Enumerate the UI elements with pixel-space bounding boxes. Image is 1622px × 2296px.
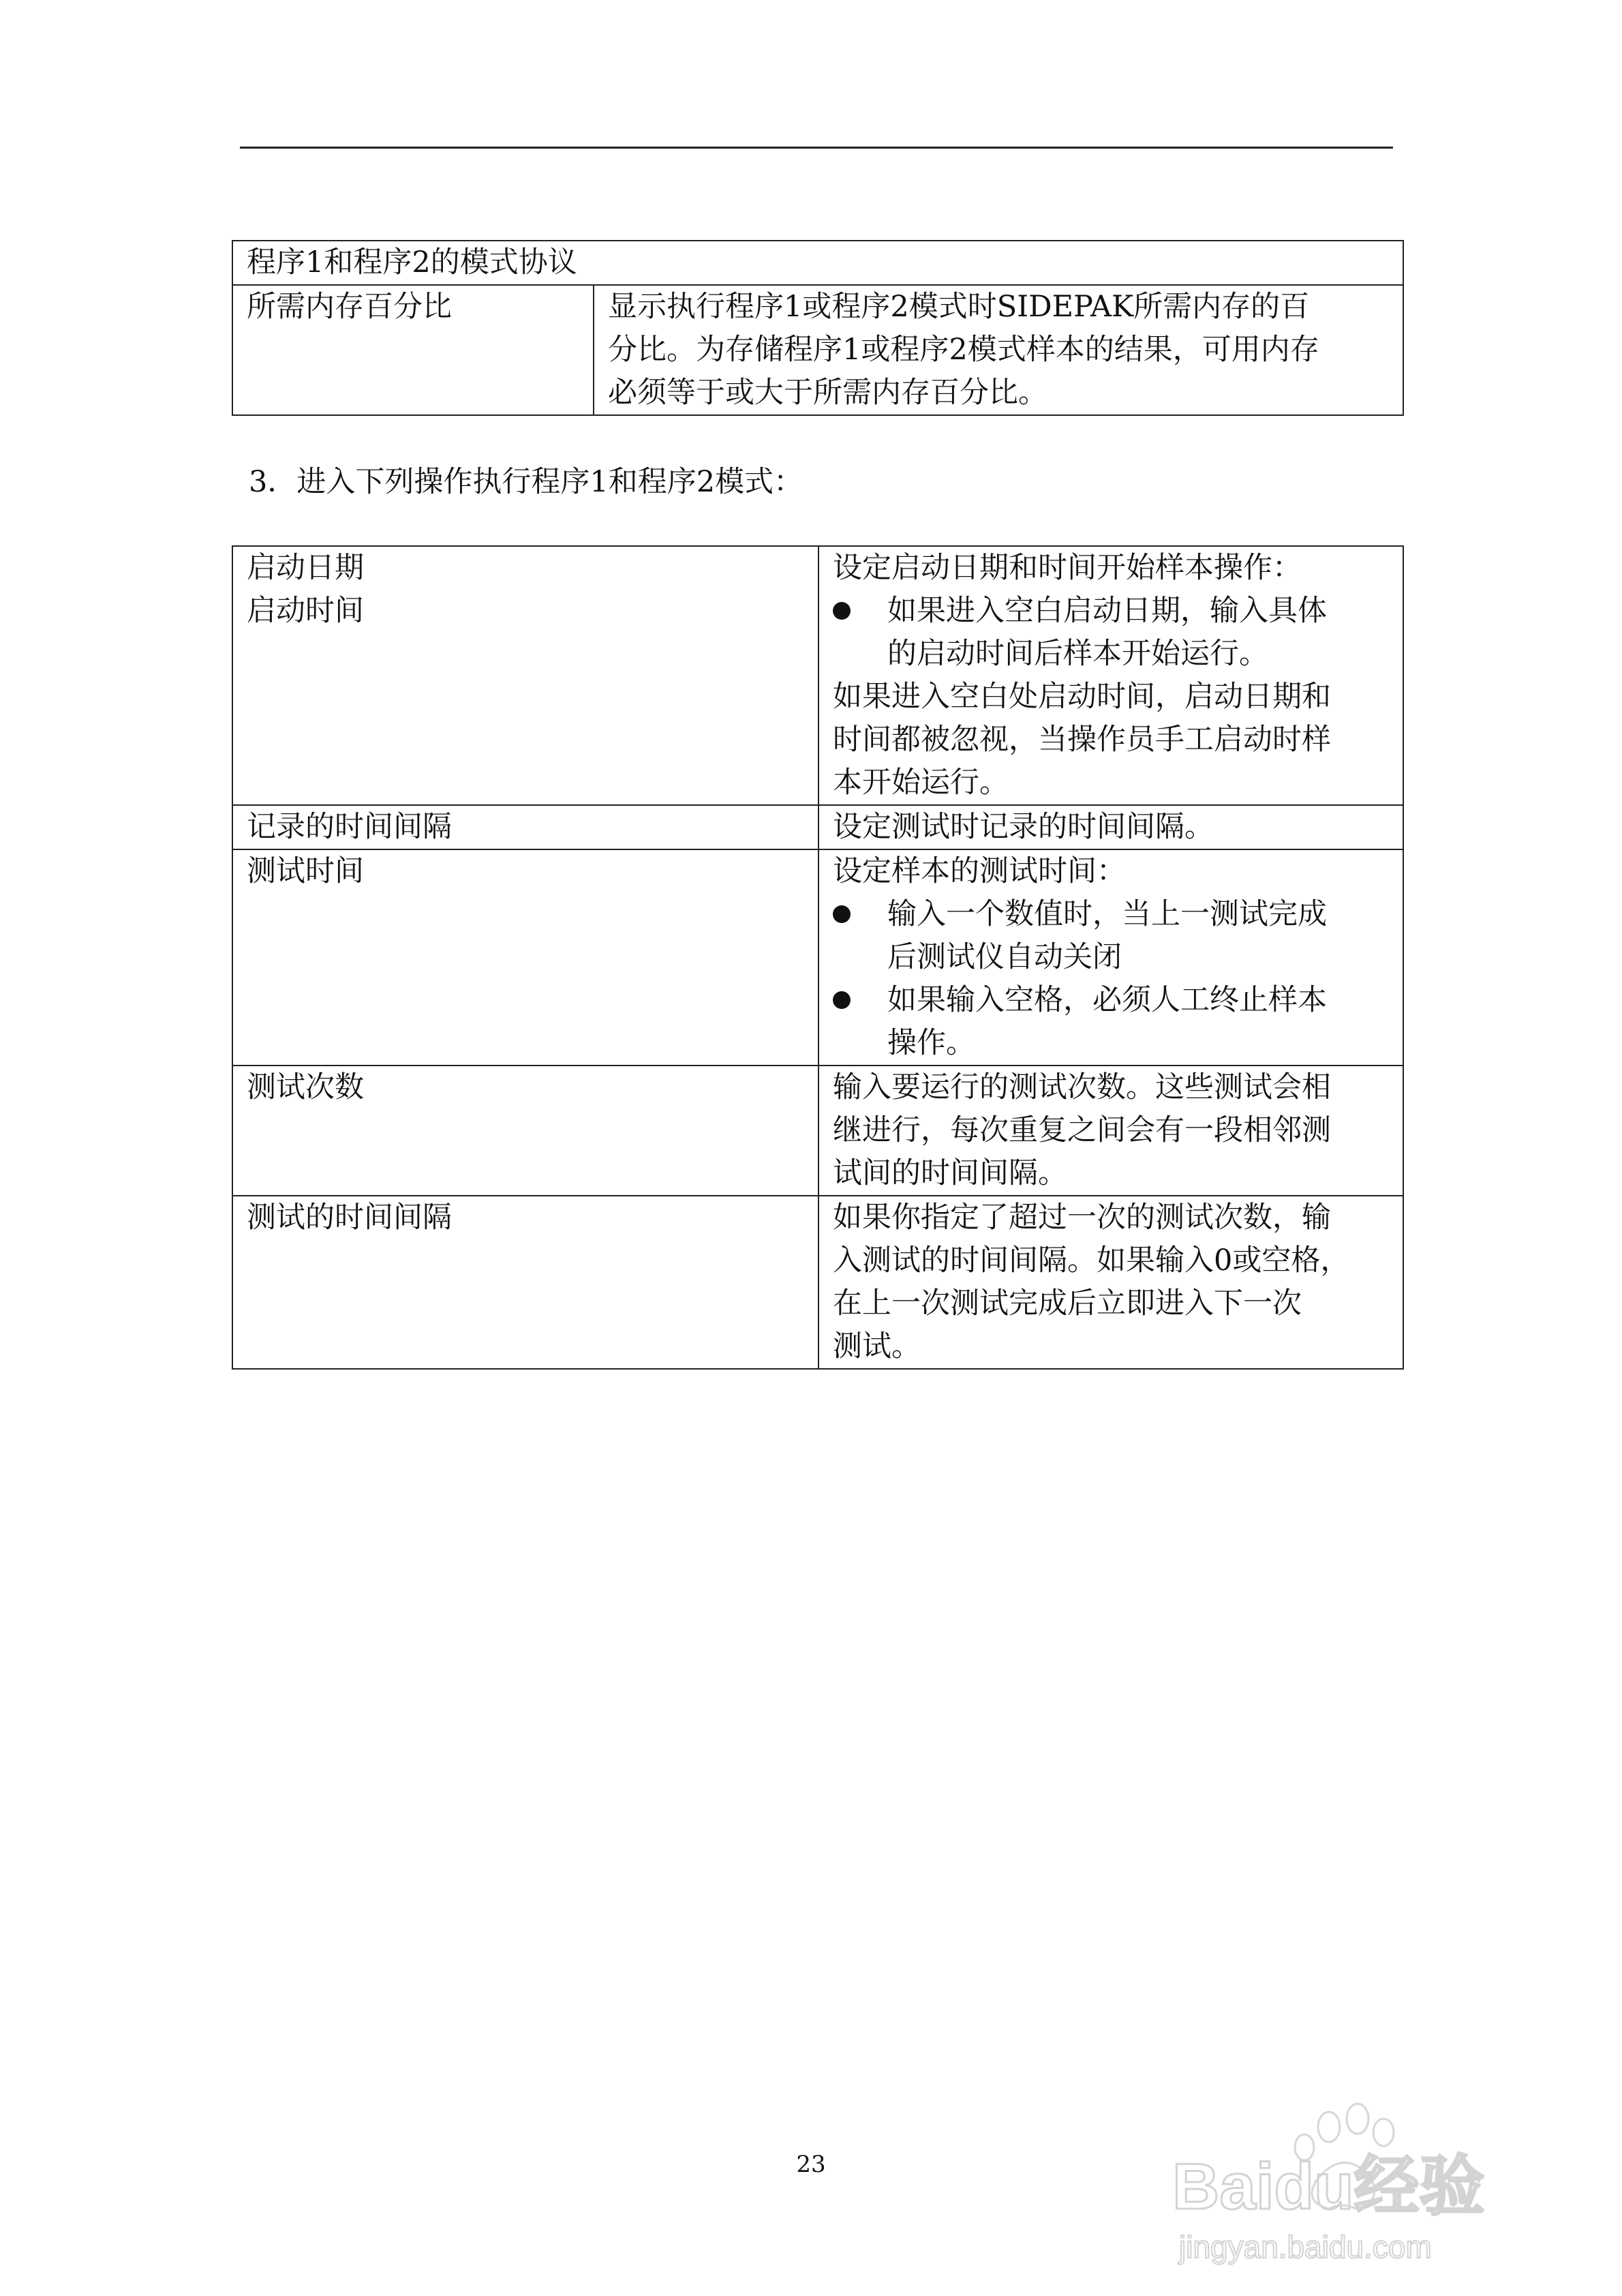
text-line: 的启动时间后样本开始运行。 bbox=[887, 637, 1268, 671]
paw-toe-icon bbox=[1373, 2119, 1394, 2146]
table-row bbox=[232, 849, 1403, 1066]
row-label: 记录的时间间隔 bbox=[232, 805, 818, 849]
text-line: 设定测试时记录的时间间隔。 bbox=[833, 810, 1214, 844]
watermark-url: jingyan.baidu.com bbox=[1179, 2229, 1432, 2265]
text-line: 时间都被忽视，当操作员手工启动时样 bbox=[833, 723, 1331, 757]
text-line: 如果进入空白启动日期，输入具体 bbox=[887, 594, 1327, 628]
page-number: 23 bbox=[796, 2151, 826, 2178]
text-line: 后测试仪自动关闭 bbox=[887, 940, 1122, 974]
text-line: 测试。 bbox=[833, 1329, 921, 1363]
table-row bbox=[232, 546, 1403, 805]
table-title-row bbox=[232, 241, 1403, 285]
table-row bbox=[232, 805, 1403, 849]
text-line: 输入一个数值时，当上一测试完成 bbox=[887, 897, 1327, 931]
paw-toe-icon bbox=[1347, 2104, 1368, 2134]
text-line: 入测试的时间间隔。如果输入0或空格， bbox=[833, 1243, 1350, 1278]
text-line: 启动时间 bbox=[247, 594, 364, 628]
row-description bbox=[818, 546, 1403, 805]
text-line: 启动日期 bbox=[247, 551, 364, 585]
bullet-dot-icon bbox=[833, 602, 851, 620]
row-description bbox=[594, 285, 1403, 415]
text-line: 分比。为存储程序1或程序2模式样本的结果，可用内存 bbox=[608, 333, 1319, 367]
table-row bbox=[232, 1196, 1403, 1369]
baidu-watermark-logo bbox=[1159, 2100, 1527, 2270]
bullet-item bbox=[833, 590, 1389, 676]
text-line: 显示执行程序1或程序2模式时SIDEPAK所需内存的百 bbox=[608, 290, 1310, 324]
row-label: 测试次数 bbox=[232, 1066, 818, 1196]
text-line: 试间的时间间隔。 bbox=[833, 1156, 1067, 1190]
bullet-dot-icon bbox=[833, 905, 851, 923]
table-title: 程序1和程序2的模式协议 bbox=[232, 241, 1403, 285]
protocol-table bbox=[232, 240, 1404, 416]
text-line: 设定样本的测试时间： bbox=[833, 854, 1126, 888]
text-line: 如果你指定了超过一次的测试次数，输 bbox=[833, 1200, 1331, 1235]
header-rule bbox=[240, 147, 1393, 149]
table-row bbox=[232, 285, 1403, 415]
bullet-item bbox=[833, 979, 1389, 1065]
table-row bbox=[232, 1066, 1403, 1196]
row-label bbox=[232, 546, 818, 805]
text-line: 操作。 bbox=[887, 1026, 975, 1060]
text-line: 继进行，每次重复之间会有一段相邻测 bbox=[833, 1113, 1331, 1147]
watermark-brand: Baidu经验 bbox=[1172, 2150, 1485, 2223]
row-description bbox=[818, 1196, 1403, 1369]
text-line: 设定启动日期和时间开始样本操作： bbox=[833, 551, 1302, 585]
row-label: 所需内存百分比 bbox=[232, 285, 594, 415]
text-line: 如果输入空格，必须人工终止样本 bbox=[887, 983, 1327, 1017]
section-heading: 3．进入下列操作执行程序1和程序2模式： bbox=[249, 465, 804, 499]
text-line: 本开始运行。 bbox=[833, 766, 1009, 800]
text-line: 在上一次测试完成后立即进入下一次 bbox=[833, 1286, 1302, 1320]
row-label: 测试时间 bbox=[232, 849, 818, 1066]
paw-toe-icon bbox=[1318, 2112, 1340, 2142]
bullet-item bbox=[833, 893, 1389, 979]
operations-table bbox=[232, 545, 1404, 1370]
row-description bbox=[818, 1066, 1403, 1196]
row-description bbox=[818, 805, 1403, 849]
text-line: 输入要运行的测试次数。这些测试会相 bbox=[833, 1070, 1331, 1104]
row-label: 测试的时间间隔 bbox=[232, 1196, 818, 1369]
text-line: 必须等于或大于所需内存百分比。 bbox=[608, 376, 1047, 410]
text-line: 如果进入空白处启动时间，启动日期和 bbox=[833, 680, 1331, 714]
bullet-dot-icon bbox=[833, 991, 851, 1009]
row-description bbox=[818, 849, 1403, 1066]
